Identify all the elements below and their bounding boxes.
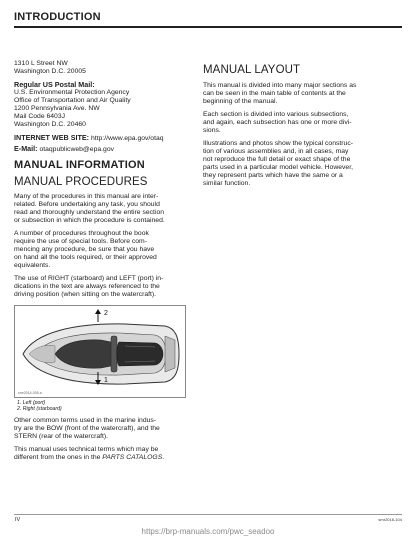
paragraph-line: they represent parts which have the same or a <box>203 172 343 179</box>
paragraph-line: require the use of special tools. Before com- <box>14 238 147 245</box>
paragraph-line: Illustrations and photos show the typical construc- <box>203 140 353 147</box>
paragraph-line: This manual uses technical terms which may be <box>14 446 159 453</box>
email-link[interactable]: otaqpublicweb@epa.gov <box>39 146 114 153</box>
postal-block <box>14 81 186 129</box>
website-label: INTERNET WEB SITE: <box>14 133 90 142</box>
paragraph-line: Many of the procedures in this manual are inter- <box>14 193 159 200</box>
paragraph-line: Each section is divided into various subsections, <box>203 111 349 118</box>
contact-block <box>14 134 186 154</box>
figure-callout-1: 1 <box>104 377 108 384</box>
legend-item: 2. Right (starboard) <box>17 406 62 412</box>
address-block <box>14 60 186 76</box>
paragraph-line: beginning of the manual. <box>203 98 278 105</box>
paragraph-line: tion of various assemblies and, in all cases, may <box>203 148 349 155</box>
header-title: INTRODUCTION <box>14 11 101 23</box>
parts-catalogs-reference: PARTS CATALOGS <box>102 454 163 461</box>
page-number: IV <box>15 517 21 523</box>
paragraph-line: read and thoroughly understand the entire section <box>14 209 165 216</box>
paragraph-line: STERN (rear of the watercraft). <box>14 433 109 440</box>
page-header <box>14 6 402 28</box>
website-link[interactable]: http://www.epa.gov/otaq <box>90 135 164 142</box>
paragraph-line: similar function. <box>203 180 251 187</box>
legend-item: 1. Left (port) <box>17 400 46 406</box>
postal-line: U.S. Environmental Protection Agency <box>14 89 130 96</box>
postal-line: 1200 Pennsylvania Ave. NW <box>14 105 100 112</box>
paragraph-line: or subsection in which the procedure is contained. <box>14 217 165 224</box>
address-line: Washington D.C. 20005 <box>14 68 86 75</box>
postal-line: Mail Code 6403J <box>14 113 66 120</box>
paragraph-line: sions. <box>203 127 221 134</box>
postal-line: Office of Transportation and Air Quality <box>14 97 131 104</box>
address-line: 1310 L Street NW <box>14 60 68 67</box>
paragraph <box>203 140 403 188</box>
watercraft-figure <box>14 305 186 398</box>
section-title: MANUAL INFORMATION <box>14 159 145 171</box>
paragraph-line: driving position (when sitting on the watercraft). <box>14 291 157 298</box>
paragraph <box>203 111 403 135</box>
paragraph-line: on hand all the tools required, or their approved <box>14 254 157 261</box>
figure-code: smr2014-005-a <box>18 391 42 395</box>
paragraph <box>14 446 186 462</box>
postal-heading: Regular US Postal Mail: <box>14 80 95 89</box>
paragraph <box>14 417 186 441</box>
paragraph-line: dications in the text are always referenced to the <box>14 283 160 290</box>
right-column <box>203 62 403 193</box>
paragraph-line: and again, each subsection has one or more divi- <box>203 119 352 126</box>
right-section-title: MANUAL LAYOUT <box>203 64 301 76</box>
figure-callout-2: 2 <box>104 310 108 317</box>
figure-legend <box>17 400 186 412</box>
footer-divider <box>14 514 402 515</box>
watercraft-illustration <box>15 306 186 398</box>
paragraph-line: different from the ones in the PARTS CATALOGS. <box>14 454 165 461</box>
email-label: E-Mail: <box>14 144 38 153</box>
watermark-url[interactable]: https://brp-manuals.com/pwc_seadoo <box>141 527 275 536</box>
paragraph-line: can be seen in the main table of contents at the <box>203 90 346 97</box>
paragraph <box>14 193 186 225</box>
document-code: smr2016-104 <box>378 517 402 522</box>
paragraph-line: not reproduce the full detail or exact shape of the <box>203 156 351 163</box>
paragraph-line: Other common terms used in the marine indus- <box>14 417 157 424</box>
paragraph <box>14 275 186 299</box>
paragraph <box>14 230 186 270</box>
paragraph-line: related. Before undertaking any task, you should <box>14 201 160 208</box>
paragraph-line: mencing any procedure, be sure that you have <box>14 246 155 253</box>
postal-line: Washington D.C. 20460 <box>14 121 86 128</box>
paragraph-line: This manual is divided into many major sections as <box>203 82 357 89</box>
paragraph-line: parts used in a particular model vehicle. However, <box>203 164 353 171</box>
subsection-title: MANUAL PROCEDURES <box>14 176 148 188</box>
paragraph-line: try are the BOW (front of the watercraft), and the <box>14 425 160 432</box>
left-column <box>14 60 186 467</box>
paragraph-line: equivalents. <box>14 262 51 269</box>
paragraph <box>203 82 403 106</box>
paragraph-line: A number of procedures throughout the book <box>14 230 149 237</box>
paragraph-line: The use of RIGHT (starboard) and LEFT (port) in- <box>14 275 164 282</box>
